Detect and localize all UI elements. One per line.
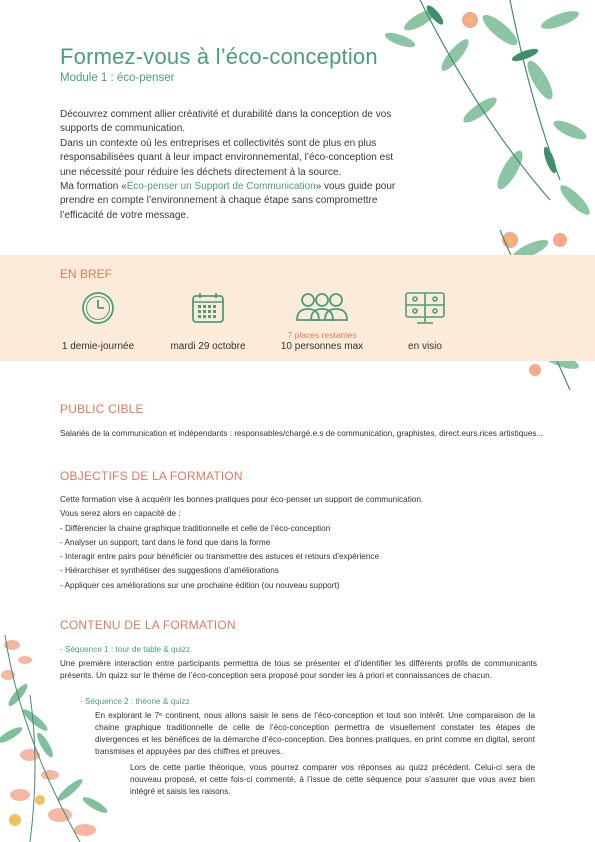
brief-note xyxy=(43,330,153,341)
formation-name-link: Éco-penser un Support de Communication xyxy=(126,181,316,193)
intro-paragraph-1: Découvrez comment allier créativité et durabilité dans la conception de vos supports de communication. xyxy=(60,109,392,135)
brief-item-date xyxy=(153,290,263,352)
sequence-2-title: - Séquence 2 : théorie & quizz xyxy=(80,697,190,706)
intro-paragraph-3 xyxy=(60,180,400,223)
contenu-title: CONTENU DE LA FORMATION xyxy=(60,618,236,632)
page-title: Formez-vous à l’éco-conception xyxy=(60,44,378,69)
objectif-line: Vous serez alors en capacité de : xyxy=(60,509,181,519)
public-title: PUBLIC CIBLE xyxy=(60,402,144,416)
objectif-line: - Analyser un support, tant dans le fond que dans la forme xyxy=(60,537,271,547)
sequence-1-title: - Séquence 1 : tour de table & quizz xyxy=(60,645,191,654)
brief-label: 1 demie-journée xyxy=(61,341,135,352)
objectif-line: - Appliquer ces améliorations sur une prochaine édition (ou nouveau support) xyxy=(60,580,340,590)
brief-label: mardi 29 octobre xyxy=(170,341,246,352)
sequence-2-text-2: Lors de cette partie théorique, vous pourrez comparer vos réponses au quizz précédent. Celui-ci sera de nouveau proposé, et cette fois-ci commenté, à l’issue de cette séquence pour s’assurer que vous avez bien intégré et saisis les raisons. xyxy=(130,763,535,796)
objectifs-list xyxy=(60,493,540,593)
brief-item-format xyxy=(370,290,480,352)
brief-note xyxy=(153,330,263,341)
brief-note xyxy=(370,330,480,341)
sequence-1-text: Une première interaction entre participants permettra de tous se présenter et d’identifier les différents profils de communicants présents. Un quizz sur le thème de l’éco-conception sera proposé pour sonder les à priori et connaissances de chacun. xyxy=(60,659,537,680)
intro-p3-after: » vous guide pour prendre en compte l’environnement à chaque étape sans compromettre l’efficacité de votre message. xyxy=(60,181,396,221)
calendar-icon xyxy=(190,290,226,326)
public-text: Salariés de la communication et indépendants : responsables/chargé.e.s de communication, graphistes, direct.eurs.rices artistiques... xyxy=(60,429,544,438)
objectif-line: - Interagir entre pairs pour bénéficier ou transmettre des astuces et retours d’expérience xyxy=(60,552,380,562)
brief-item-participants xyxy=(267,290,377,352)
people-icon xyxy=(295,290,349,326)
brief-label: en visio xyxy=(408,341,442,352)
intro-paragraph-2: Dans un contexte où les entreprises et collectivités sont de plus en plus responsabilisées quant à leur impact environnemental, l’éco-conception est une nécessité pour réduire les déchets directement à la source. xyxy=(60,137,393,178)
objectif-line: Cette formation vise à acquérir les bonnes pratiques pour éco-penser un support de communication. xyxy=(60,495,424,504)
objectifs-title: OBJECTIFS DE LA FORMATION xyxy=(60,469,243,483)
video-call-icon xyxy=(403,290,447,326)
places-remaining-note: 7 places restantes xyxy=(287,330,357,340)
objectif-line: - Hiérarchiser et synthétiser des suggestions d’améliorations xyxy=(60,566,279,576)
clock-icon xyxy=(80,290,116,326)
brief-title: EN BREF xyxy=(60,267,113,281)
brief-label: 10 personnes max xyxy=(280,341,364,352)
sequence-2-text-1: En explorant le 7ᵉ continent, nous allons saisir le sens de l’éco-conception et tout son intérêt. Une comparaison de la chaine graphique traditionnelle de celle de l’éco-conception permettra de visuellement constater les étapes de divergences et les bénéfices de la démarche d’éco-conception. Des bonnes pratiques, en print comme en digital, seront transmises et appuyées par des chiffres et preuves. xyxy=(95,711,535,756)
module-subtitle: Module 1 : éco-penser xyxy=(60,72,175,84)
objectif-line: - Différencier la chaine graphique traditionnelle et celle de l’éco-conception xyxy=(60,523,331,533)
intro-text xyxy=(60,108,400,223)
intro-p3-before: Ma formation « xyxy=(60,181,127,193)
brief-item-duration xyxy=(43,290,153,352)
